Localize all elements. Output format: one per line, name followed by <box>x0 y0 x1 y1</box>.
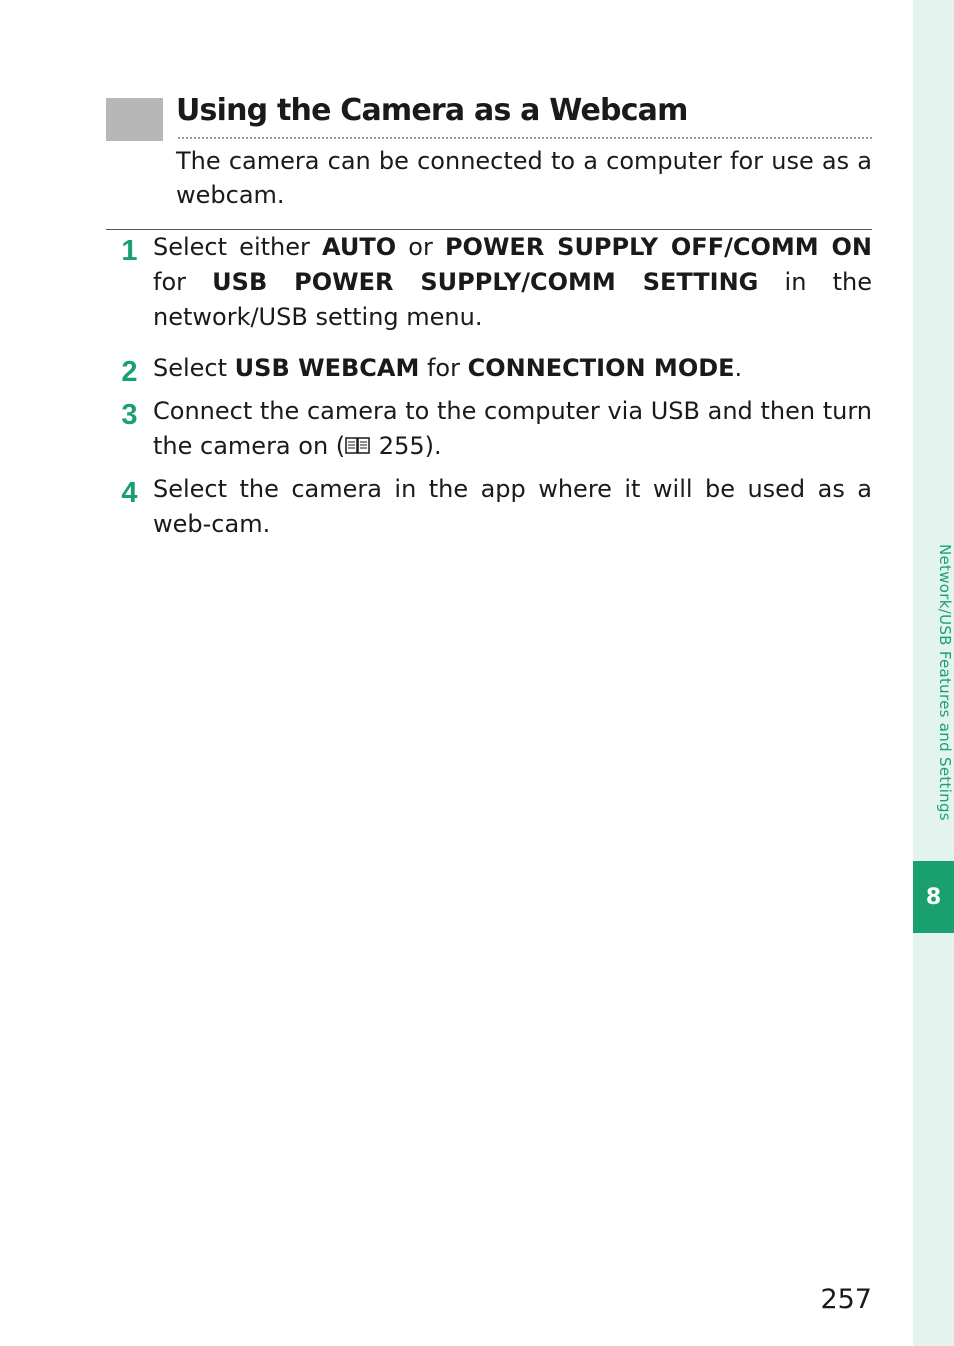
step-text: Select USB WEBCAM for CONNECTION MODE. <box>153 354 743 382</box>
chapter-number: 8 <box>925 884 942 910</box>
step-text: Connect the camera to the computer via USB and then turn the camera on ( 255). <box>153 397 872 460</box>
step-3 <box>106 394 872 464</box>
title-divider <box>178 137 872 139</box>
step-number: 4 <box>121 477 138 509</box>
step-number: 1 <box>121 235 138 267</box>
step-number: 3 <box>121 399 138 431</box>
intro-text: The camera can be connected to a computer for use as a webcam. <box>176 147 872 209</box>
title-marker <box>106 98 163 141</box>
section-label: Network/USB Features and Settings <box>936 543 954 821</box>
page-number: 257 <box>820 1284 872 1315</box>
menu-option-auto: AUTO <box>322 233 397 261</box>
step-text: Select the camera in the app where it will be used as a web-cam. <box>153 475 872 538</box>
menu-item-usb-power-supply: USB POWER SUPPLY/COMM SETTING <box>212 268 759 296</box>
step-2 <box>106 351 872 390</box>
menu-option-power-supply-off: POWER SUPPLY OFF/COMM ON <box>444 233 872 261</box>
page-reference-link[interactable]: 255 <box>378 432 425 460</box>
book-icon <box>345 431 371 451</box>
menu-option-usb-webcam: USB WEBCAM <box>234 354 420 382</box>
step-number: 2 <box>121 356 138 388</box>
menu-item-connection-mode: CONNECTION MODE <box>467 354 735 382</box>
chapter-tab[interactable] <box>913 861 954 933</box>
page-title: Using the Camera as a Webcam <box>176 93 688 128</box>
step-text: Select either AUTO or POWER SUPPLY OFF/COMM ON for USB POWER SUPPLY/COMM SETTING in the network/USB setting menu. <box>153 233 872 331</box>
step-4 <box>106 472 872 542</box>
step-1 <box>106 230 872 335</box>
